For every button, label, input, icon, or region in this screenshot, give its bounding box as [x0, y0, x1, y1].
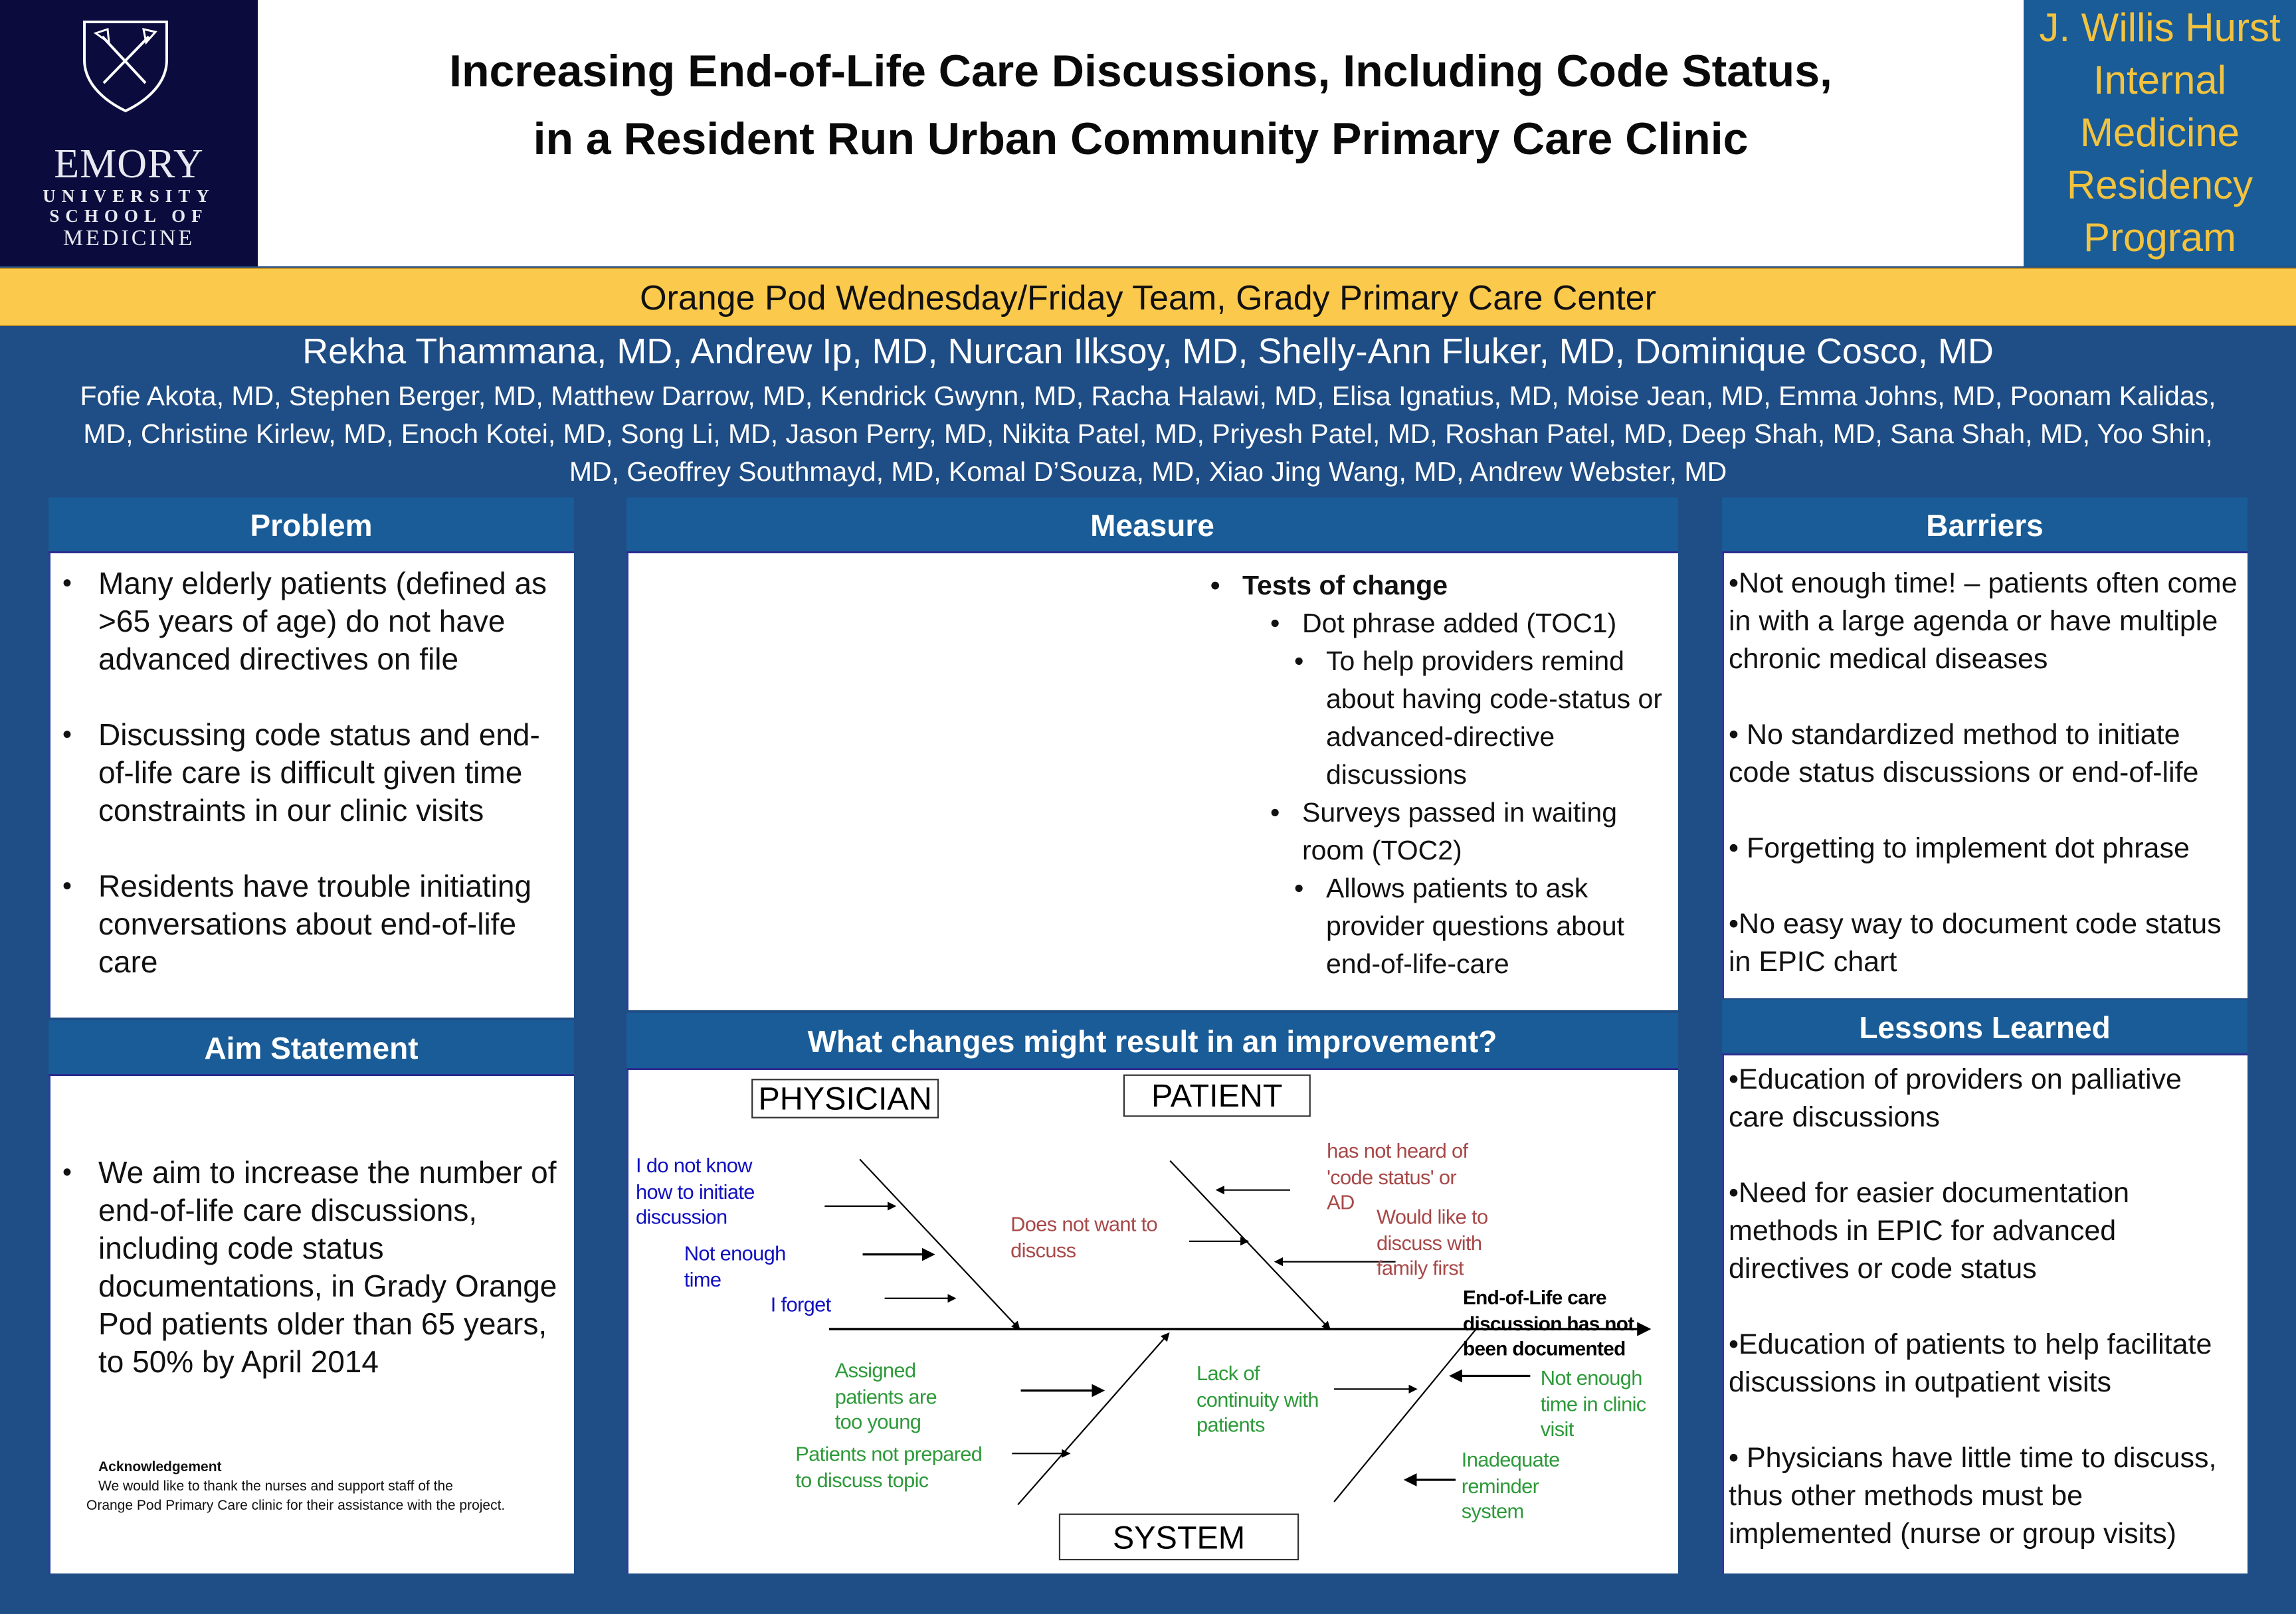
system-cause: Not enough time in clinic visit	[1540, 1366, 1646, 1441]
program-name	[2024, 0, 2296, 266]
lesson-item: • Physicians have little time to discuss, thus other methods must be implemented (nurse or group visits)	[1729, 1442, 2217, 1550]
acknowledgement-title: Acknowledgement	[98, 1459, 222, 1475]
program-line: Medicine	[2079, 110, 2240, 155]
title-line: Increasing End-of-Life Care Discussions, Including Code Status,	[449, 46, 1832, 96]
system-cause: Patients not prepared to discuss topic	[795, 1441, 983, 1491]
poster-title	[258, 0, 2024, 266]
measure-subitem: • To help providers remind about having code-status or advanced-directive discussions	[1326, 642, 1668, 794]
aim-item: • We aim to increase the number of end-of-life care discussions, including code status documentations, in Grady Orange Pod patients older than 65 years, to 50% by April 2014	[50, 1154, 567, 1381]
physician-category: PHYSICIAN	[751, 1079, 939, 1118]
lessons-header: Lessons Learned	[1722, 1000, 2248, 1055]
patient-cause: Does not want to discuss	[1010, 1211, 1158, 1261]
shield-icon	[82, 20, 169, 113]
patient-cause: has not heard of 'code status' or AD	[1327, 1138, 1468, 1213]
logo-line: SCHOOL OF	[49, 206, 209, 226]
barrier-item: • Forgetting to implement dot phrase	[1729, 832, 2190, 864]
aim-body	[48, 1076, 574, 1573]
lesson-item: •Education of providers on palliative care discussions	[1729, 1063, 2182, 1133]
system-cause: Assigned patients are too young	[834, 1358, 937, 1433]
barriers-body	[1722, 553, 2248, 998]
program-line: Internal	[2093, 58, 2227, 102]
patient-category: PATIENT	[1123, 1075, 1311, 1117]
problem-body	[48, 553, 574, 1018]
coauthor-line: MD, Christine Kirlew, MD, Enoch Kotei, MD, Song Li, MD, Jason Perry, MD, Nikita Patel, MD, Priyesh Patel, MD, Roshan Patel, MD, Deep Shah, MD, Sana Shah, MD, Yoo Shin,	[83, 418, 2213, 449]
measure-heading: • Tests of change	[1242, 567, 1668, 604]
lessons-body	[1722, 1055, 2248, 1573]
system-bone-left	[1018, 1334, 1169, 1505]
system-cause: Inadequate reminder system	[1461, 1447, 1560, 1522]
system-bone-right	[1334, 1329, 1476, 1502]
team-banner: Orange Pod Wednesday/Friday Team, Grady Primary Care Center	[0, 268, 2296, 326]
physician-cause: Not enough time	[684, 1241, 786, 1291]
program-line: Program	[2083, 215, 2237, 260]
logo-line: MEDICINE	[62, 226, 195, 250]
physician-cause: I do not know how to initiate discussion	[636, 1153, 755, 1228]
system-category: SYSTEM	[1059, 1514, 1299, 1561]
emory-logo	[0, 0, 258, 266]
acknowledgement-text: We would like to thank the nurses and support staff of the	[98, 1479, 453, 1494]
program-line: J. Willis Hurst	[2039, 5, 2281, 50]
coauthor-line: Fofie Akota, MD, Stephen Berger, MD, Matthew Darrow, MD, Kendrick Gwynn, MD, Racha Halawi, MD, Elisa Ignatius, MD, Moise Jean, MD, Emma Johns, MD, Poonam Kalidas,	[80, 381, 2216, 411]
system-cause: Lack of continuity with patients	[1196, 1361, 1319, 1436]
coauthor-line: MD, Geoffrey Southmayd, MD, Komal D’Souza, MD, Xiao Jing Wang, MD, Andrew Webster, MD	[569, 456, 1727, 487]
physician-cause: I forget	[770, 1292, 831, 1316]
logo-name: EMORY	[54, 141, 204, 187]
barriers-header: Barriers	[1722, 497, 2248, 553]
physician-bone	[860, 1159, 1019, 1329]
measure-item: • Surveys passed in waiting room (TOC2)	[1302, 794, 1668, 869]
measure-subitem: • Allows patients to ask provider questions about end-of-life-care	[1326, 869, 1668, 983]
fishbone-effect: End-of-Life care discussion has not been documented	[1462, 1287, 1634, 1360]
barrier-item: •Not enough time! – patients often come in with a large agenda or have multiple chronic medical diseases	[1729, 567, 2238, 675]
coauthors	[0, 377, 2296, 491]
lesson-item: •Education of patients to help facilitate discussions in outpatient visits	[1729, 1328, 2212, 1398]
fishbone-diagram	[626, 1070, 1678, 1573]
measure-body	[626, 553, 1678, 1010]
measure-header: Measure	[626, 497, 1678, 553]
problem-item: • Residents have trouble initiating conversations about end-of-life care	[50, 867, 567, 981]
measure-list	[1242, 567, 1668, 983]
patient-cause: Would like to discuss with family first	[1376, 1204, 1488, 1280]
fishbone-header: What changes might result in an improvement?	[626, 1013, 1678, 1070]
program-line: Residency	[2066, 163, 2253, 207]
logo-line: UNIVERSITY	[43, 186, 215, 206]
problem-header: Problem	[48, 497, 574, 553]
measure-item: • Dot phrase added (TOC1)	[1302, 604, 1668, 642]
lesson-item: •Need for easier documentation methods in EPIC for advanced directives or code status	[1729, 1177, 2130, 1285]
lead-authors: Rekha Thammana, MD, Andrew Ip, MD, Nurcan Ilksoy, MD, Shelly-Ann Fluker, MD, Dominique Cosco, MD	[302, 331, 1994, 371]
title-line: in a Resident Run Urban Community Primary Care Clinic	[533, 114, 1749, 164]
aim-header: Aim Statement	[48, 1020, 574, 1076]
patient-bone	[1170, 1161, 1329, 1329]
problem-item: • Discussing code status and end-of-life care is difficult given time constraints in our clinic visits	[50, 716, 567, 830]
barrier-item: •No easy way to document code status in EPIC chart	[1729, 908, 2222, 978]
acknowledgement-text: Orange Pod Primary Care clinic for their assistance with the project.	[86, 1498, 506, 1513]
barrier-item: • No standardized method to initiate code status discussions or end-of-life	[1729, 719, 2199, 788]
problem-item: • Many elderly patients (defined as >65 years of age) do not have advanced directives on file	[50, 565, 567, 678]
